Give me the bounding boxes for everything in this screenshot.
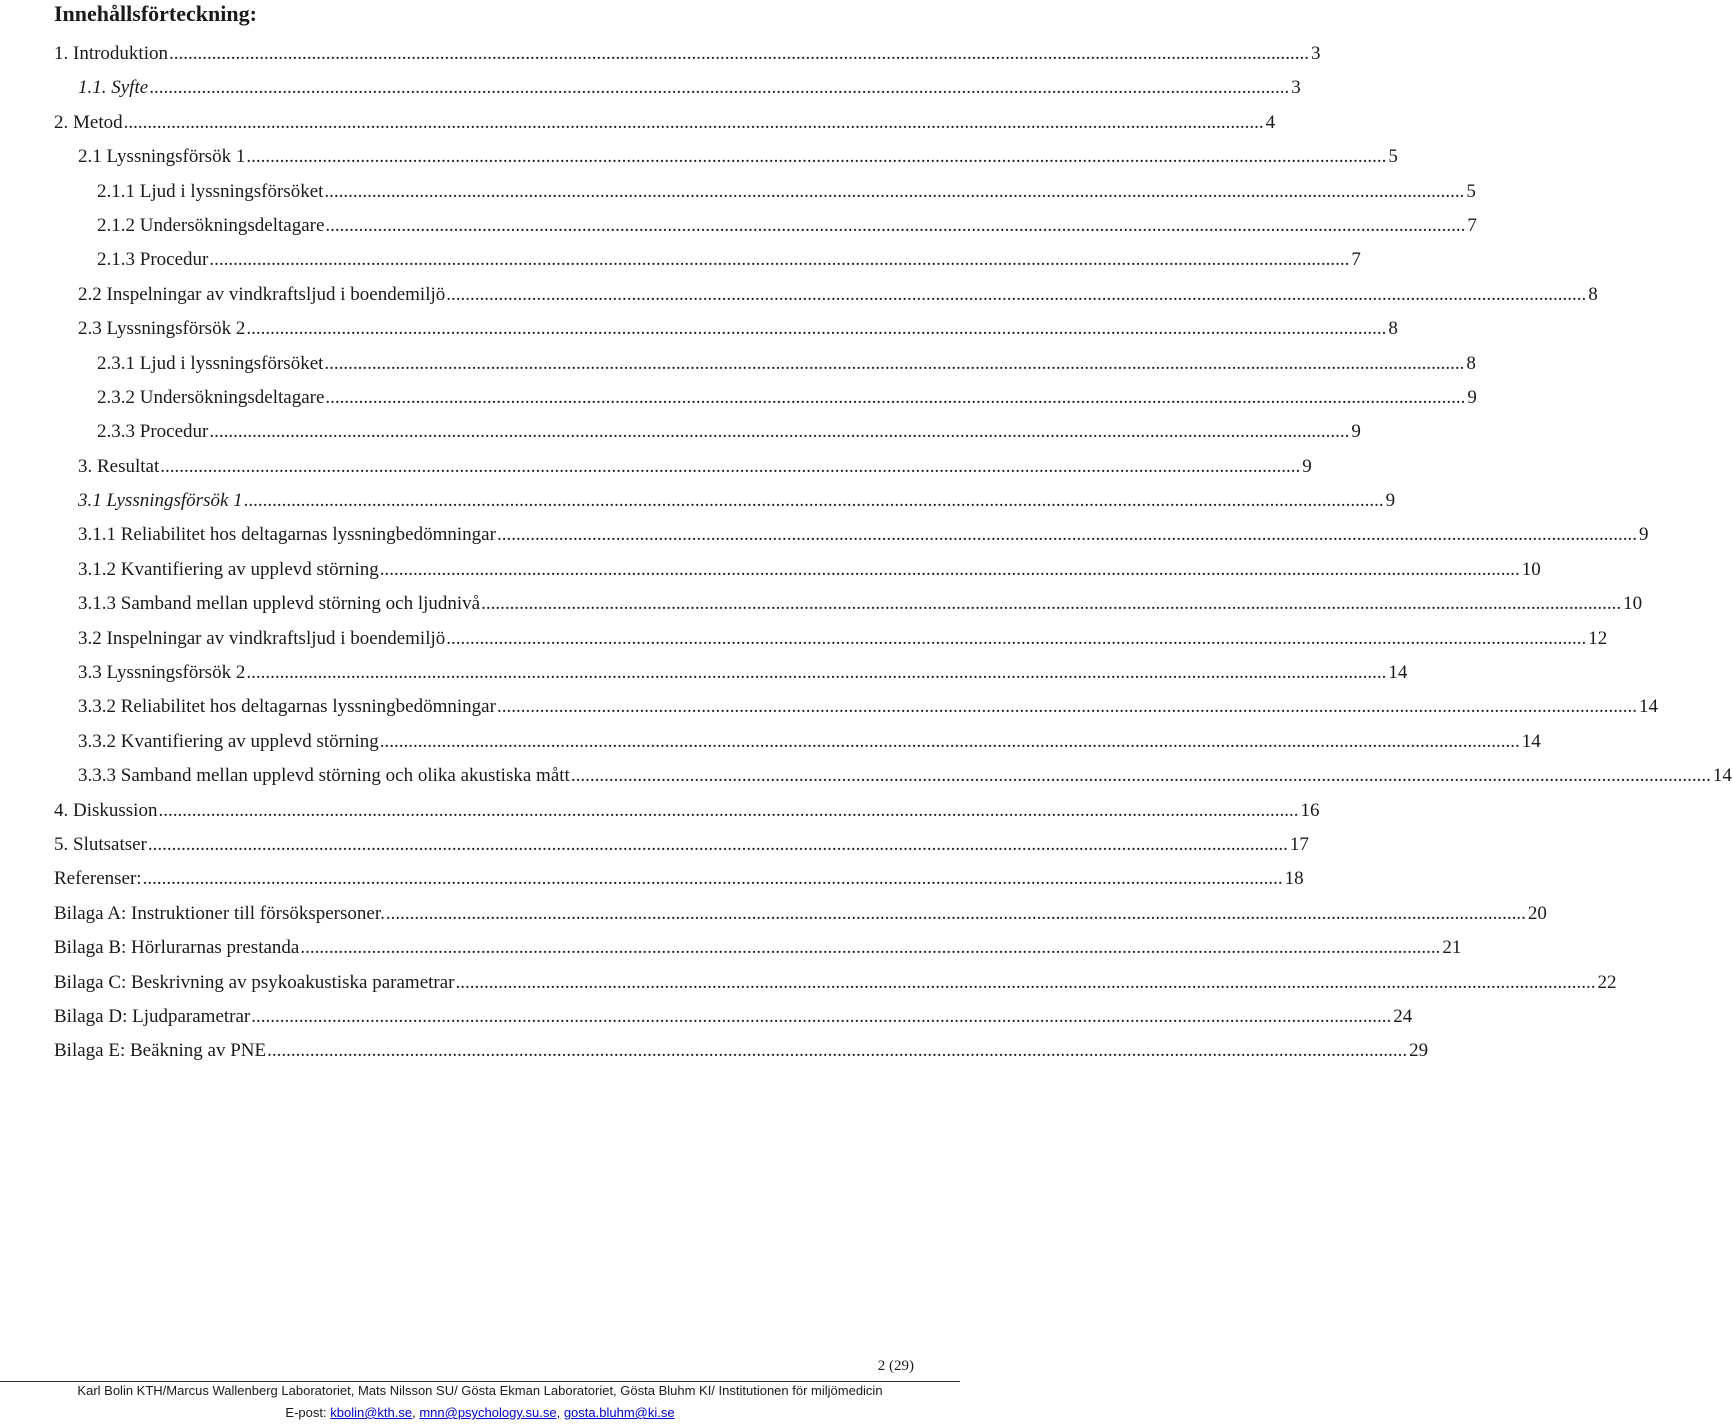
toc-leader-dots	[380, 553, 1520, 587]
toc-entry[interactable]	[54, 794, 1320, 828]
toc-entry-label: 3.3.3 Samband mellan upplevd störning och olika akustiska mått	[78, 765, 570, 787]
toc-entry-page: 5	[1388, 146, 1398, 168]
toc-leader-dots	[251, 1000, 1391, 1034]
footer-divider	[0, 1381, 960, 1382]
toc-entry[interactable]	[54, 931, 1462, 965]
toc-entry-label: Referenser:	[54, 868, 142, 890]
toc-leader-dots	[300, 931, 1440, 965]
toc-entry[interactable]	[54, 1034, 1429, 1068]
email-link-kbolin[interactable]: kbolin@kth.se	[330, 1405, 413, 1420]
toc-entry-label: 3.1.3 Samband mellan upplevd störning och ljudnivå	[78, 593, 481, 615]
toc-entry[interactable]	[54, 381, 1477, 415]
toc-entry-label: 2.3.2 Undersökningsdeltagare	[97, 386, 325, 408]
toc-leader-dots	[143, 862, 1283, 896]
toc-entry-label: 3.3.2 Kvantifiering av upplevd störning	[78, 730, 379, 752]
toc-entry[interactable]	[54, 966, 1617, 1000]
toc-entry-page: 10	[1521, 558, 1541, 580]
toc-entry-label: Bilaga B: Hörlurarnas prestanda	[54, 937, 300, 959]
toc-entry-label: 3.3.2 Reliabilitet hos deltagarnas lyssningbedömningar	[78, 696, 496, 718]
toc-entry-page: 20	[1527, 902, 1547, 924]
toc-entry-page: 3	[1291, 77, 1301, 99]
toc-entry-page: 14	[1521, 730, 1541, 752]
toc-entry-page: 7	[1351, 249, 1361, 271]
toc-entry-label: 2.1.1 Ljud i lyssningsförsöket	[97, 180, 324, 202]
toc-entry-label: Bilaga D: Ljudparametrar	[54, 1005, 251, 1027]
email-link-mnn[interactable]: mnn@psychology.su.se,	[419, 1405, 561, 1420]
toc-entry[interactable]	[54, 828, 1309, 862]
toc-entry[interactable]	[54, 587, 1643, 621]
toc-entry-label: 3.1.2 Kvantifiering av upplevd störning	[78, 558, 379, 580]
toc-leader-dots	[267, 1034, 1407, 1068]
toc-entry[interactable]	[54, 897, 1547, 931]
toc-entry-label: Bilaga C: Beskrivning av psykoakustiska parametrar	[54, 971, 455, 993]
footer-email	[0, 1405, 960, 1421]
toc-entry-page: 9	[1467, 386, 1477, 408]
toc-entry-page: 9	[1351, 421, 1361, 443]
toc-leader-dots	[160, 450, 1300, 484]
page-number: 2 (29)	[877, 1358, 914, 1374]
toc-entry-page: 12	[1588, 627, 1608, 649]
toc-entry-page: 17	[1289, 833, 1309, 855]
toc-leader-dots	[325, 381, 1465, 415]
toc-leader-dots	[246, 140, 1386, 174]
toc-entry-page: 14	[1638, 696, 1658, 718]
email-label: E-post:	[285, 1405, 327, 1420]
toc-entry[interactable]	[54, 484, 1396, 518]
toc-leader-dots	[386, 897, 1526, 931]
toc-leader-dots	[380, 725, 1520, 759]
toc-entry[interactable]	[54, 278, 1598, 312]
toc-entry[interactable]	[54, 690, 1658, 724]
toc-entry-label: 2.3.3 Procedur	[97, 421, 209, 443]
toc-entry[interactable]	[54, 1000, 1413, 1034]
toc-entry[interactable]	[54, 347, 1476, 381]
toc-leader-dots	[209, 243, 1349, 277]
toc-entry[interactable]	[54, 656, 1408, 690]
toc-entry[interactable]	[54, 518, 1649, 552]
toc-entry[interactable]	[54, 140, 1398, 174]
toc-entry-label: 1. Introduktion	[54, 43, 168, 64]
toc-entry-page: 14	[1388, 662, 1408, 684]
toc-entry-label: 2.3 Lyssningsförsök 2	[78, 318, 246, 340]
toc-leader-dots	[325, 209, 1465, 243]
toc-leader-dots	[149, 71, 1289, 105]
footer-authors: Karl Bolin KTH/Marcus Wallenberg Laboratoriet, Mats Nilsson SU/ Gösta Ekman Laboratoriet, Gösta Bluhm KI/ Institutionen för miljömedicin	[77, 1383, 883, 1398]
toc-entry-page: 5	[1466, 180, 1476, 202]
toc-entry-page: 18	[1284, 868, 1304, 890]
toc-entry[interactable]	[54, 725, 1541, 759]
toc-entry[interactable]	[54, 37, 1321, 71]
toc-entry-label: 2.1 Lyssningsförsök 1	[78, 146, 246, 168]
toc-entry-label: 2.1.2 Undersökningsdeltagare	[97, 214, 325, 236]
toc-entry-label: Bilaga A: Instruktioner till försökspersoner.	[54, 902, 385, 924]
toc-entry[interactable]	[54, 71, 1301, 105]
toc-entry[interactable]	[54, 209, 1477, 243]
toc-entry[interactable]	[54, 415, 1361, 449]
toc-leader-dots	[169, 37, 1309, 71]
toc-entry-page: 7	[1467, 214, 1477, 236]
toc-entry-page: 24	[1393, 1005, 1413, 1027]
toc-entry-label: 4. Diskussion	[54, 799, 158, 821]
toc-entry-label: 2. Metod	[54, 111, 123, 133]
toc-entry-page: 29	[1409, 1040, 1429, 1062]
toc-entry[interactable]	[54, 622, 1608, 656]
toc-entry[interactable]	[54, 312, 1398, 346]
toc-entry-page: 16	[1300, 799, 1320, 821]
email-separator: ,	[412, 1405, 416, 1420]
toc-entry-page: 21	[1442, 937, 1462, 959]
toc-entry[interactable]	[54, 106, 1276, 140]
toc-leader-dots	[209, 415, 1349, 449]
toc-entry-page: 3	[1311, 43, 1321, 64]
toc-entry[interactable]	[54, 862, 1304, 896]
toc-entry-page: 4	[1265, 111, 1276, 133]
toc-entry-page: 9	[1302, 455, 1312, 477]
toc-entry-label: 3. Resultat	[78, 455, 160, 477]
toc-entry-page: 10	[1623, 593, 1643, 615]
toc-entry[interactable]	[54, 553, 1541, 587]
toc-title: Innehållsförteckning:	[54, 1, 257, 26]
toc-leader-dots	[446, 278, 1586, 312]
toc-entry-page: 14	[1712, 765, 1732, 787]
toc-entry-page: 8	[1388, 318, 1398, 340]
toc-entry-label: 3.2 Inspelningar av vindkraftsljud i boendemiljö	[78, 627, 446, 649]
toc-leader-dots	[244, 484, 1384, 518]
toc-leader-dots	[158, 794, 1298, 828]
toc-entry-label: 2.3.1 Ljud i lyssningsförsöket	[97, 352, 324, 374]
email-link-gosta[interactable]: gosta.bluhm@ki.se	[563, 1405, 675, 1420]
toc-leader-dots	[324, 175, 1464, 209]
toc-leader-dots	[456, 966, 1596, 1000]
toc-entry[interactable]	[54, 243, 1361, 277]
toc-entry-label: Bilaga E: Beäkning av PNE	[54, 1040, 267, 1062]
toc-leader-dots	[246, 312, 1386, 346]
toc-leader-dots	[324, 347, 1464, 381]
toc-entry[interactable]	[54, 450, 1312, 484]
toc-entry-page: 9	[1385, 490, 1396, 512]
toc-entry[interactable]	[54, 175, 1476, 209]
toc-leader-dots	[124, 106, 1264, 140]
toc-entry-label: 1.1. Syfte	[78, 77, 149, 99]
table-of-contents	[54, 37, 1732, 1069]
toc-entry-label: 3.3 Lyssningsförsök 2	[78, 662, 246, 684]
toc-entry-page: 8	[1466, 352, 1476, 374]
toc-leader-dots	[446, 622, 1586, 656]
toc-leader-dots	[497, 690, 1637, 724]
toc-leader-dots	[497, 518, 1637, 552]
toc-entry-label: 3.1.1 Reliabilitet hos deltagarnas lyssningbedömningar	[78, 524, 496, 546]
toc-leader-dots	[148, 828, 1288, 862]
toc-entry-label: 5. Slutsatser	[54, 833, 147, 855]
toc-entry-label: 2.2 Inspelningar av vindkraftsljud i boendemiljö	[78, 283, 446, 305]
toc-leader-dots	[481, 587, 1621, 621]
toc-entry-page: 8	[1588, 283, 1598, 305]
toc-leader-dots	[246, 656, 1386, 690]
toc-entry-label: 2.1.3 Procedur	[97, 249, 209, 271]
toc-entry-page: 22	[1597, 971, 1617, 993]
toc-entry-page: 9	[1638, 524, 1649, 546]
toc-entry-label: 3.1 Lyssningsförsök 1	[78, 490, 243, 512]
toc-leader-dots	[571, 759, 1711, 793]
toc-entry[interactable]	[54, 759, 1732, 793]
